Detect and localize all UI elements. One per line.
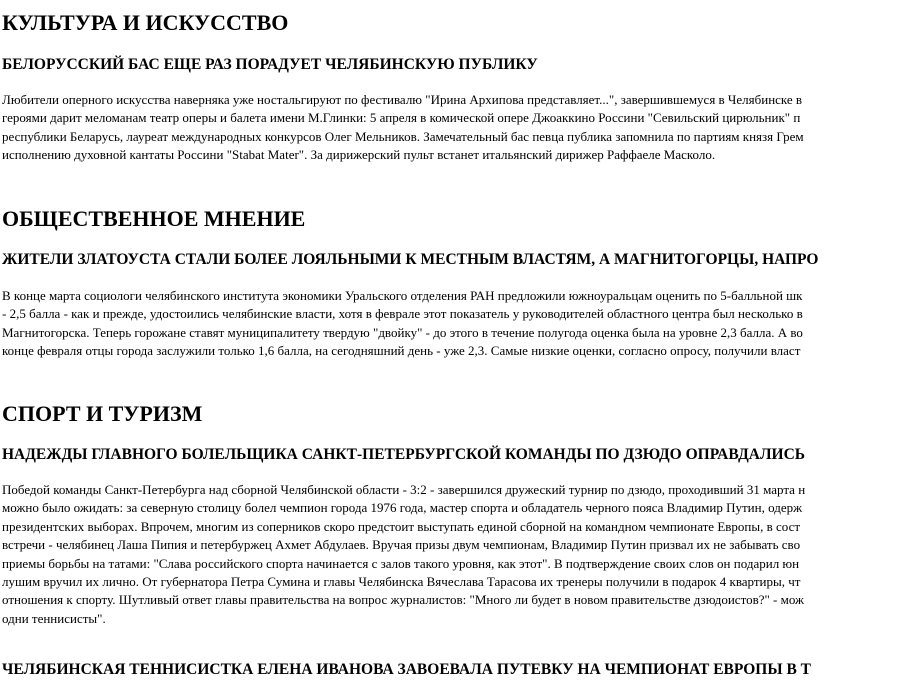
section-heading-culture: КУЛЬТУРА И ИСКУССТВО (2, 10, 289, 35)
article-title[interactable]: ЖИТЕЛИ ЗЛАТОУСТА СТАЛИ БОЛЕЕ ЛОЯЛЬНЫМИ К МЕСТНЫМ ВЛАСТЯМ, А МАГНИТОГОРЦЫ, НАПРО (2, 251, 819, 268)
article-text-line: героями дарит меломанам театр оперы и балета имени М.Глинки: 5 апреля в комической опере Джоаккино Россини "Севильский цирюльник" п (2, 110, 801, 126)
article-title[interactable]: ЧЕЛЯБИНСКАЯ ТЕННИСИСТКА ЕЛЕНА ИВАНОВА ЗАВОЕВАЛА ПУТЕВКУ НА ЧЕМПИОНАТ ЕВРОПЫ В Т (2, 661, 812, 678)
article-body (2, 287, 803, 361)
article-text-line: президентских выборах. Впрочем, многим из соперников скоро предстоит выступать единой сборной на командном чемпионате Европы, в сост (2, 518, 801, 534)
article-text-line: встречи - челябинец Лаша Пипия и петербуржец Ахмет Абдулаев. Вручая призы двум чемпионам, Владимир Путин призвал их не забывать сво (2, 537, 801, 553)
article-text-line: - 2,5 балла - как и прежде, удостоились челябинские власти, хотя в феврале этот показатель у руководителей областного центра был несколько в (2, 306, 803, 322)
article-text-line: Любители оперного искусства наверняка уже ностальгируют по фестивалю "Ирина Архипова представляет...", завершившемуся в Челябинске в (2, 92, 803, 107)
article-title[interactable]: НАДЕЖДЫ ГЛАВНОГО БОЛЕЛЬЩИКА САНКТ-ПЕТЕРБУРГСКОЙ КОМАНДЫ ПО ДЗЮДО ОПРАВДАЛИСЬ (2, 446, 806, 463)
article-text-line: лушим вручил их лично. От губернатора Петра Сумина и главы Челябинска Вячеслава Тарасова их тренеры получили в подарок 4 квартиры, чт (2, 574, 801, 590)
article-text-line: Победой команды Санкт-Петербурга над сборной Челябинской области - 3:2 - завершился дружеский турнир по дзюдо, проходивший 31 марта н (2, 482, 806, 497)
article-body (2, 91, 804, 165)
article-title[interactable]: БЕЛОРУССКИЙ БАС ЕЩЕ РАЗ ПОРАДУЕТ ЧЕЛЯБИНСКУЮ ПУБЛИКУ (2, 56, 538, 73)
article-text-line: приемы борьбы на татами: "Слава российского спорта начинается с залов такого уровня, как этот". В подтверждение своих слов он подарил юн (2, 555, 800, 571)
article-text-line: одни теннисисты". (2, 610, 106, 626)
section-heading-public-opinion: ОБЩЕСТВЕННОЕ МНЕНИЕ (2, 206, 306, 231)
article-body (2, 481, 805, 628)
article-text-line: конце февраля отцы города заслужили только 1,6 балла, на сегодняшний день - уже 2,3. Самые низкие оценки, согласно опросу, получили власт (2, 343, 801, 359)
article-text-line: республики Беларусь, лауреат международных конкурсов Олег Мельников. Замечательный бас певца публика запомнила по партиям князя Грем (2, 128, 804, 144)
article-text-line: отношения к спорту. Шутливый ответ главы правительства на вопрос журналистов: "Много ли будет в новом правительстве дзюдоистов?" - мож (2, 592, 805, 608)
section-heading-sport-tourism: СПОРТ И ТУРИЗМ (2, 401, 203, 426)
article-text-line: исполнению духовной кантаты Россини "Stabat Mater". За дирижерский пульт встанет итальянский дирижер Раффаеле Масколо. (2, 147, 716, 163)
article-text-line: Магнитогорска. Теперь горожане ставят муниципалитету твердую "двойку" - до этого в течение полугода оценка была на уровне 2,3 балла. А во (2, 324, 803, 340)
article-text-line: В конце марта социологи челябинского института экономики Уральского отделения РАН предложили южноуральцам оценить по 5-балльной шк (2, 288, 803, 303)
article-text-line: можно было ожидать: за северную столицу болел чемпион города 1976 года, мастер спорта и обладатель черного пояса Владимир Путин, одерж (2, 500, 803, 516)
